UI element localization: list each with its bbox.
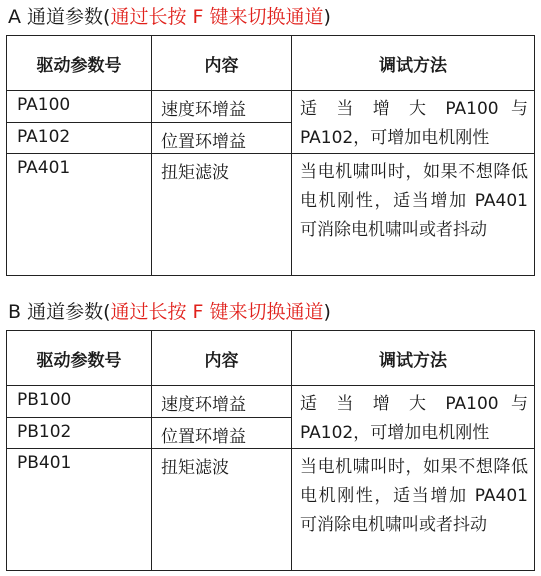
param-code: PB401 [7,449,152,571]
method-gain: 适 当 增 大 PA100 与 PA102，可增加电机刚性 [292,91,535,154]
channel-b-heading-note: 通过长按 F 键来切换通道 [110,301,324,323]
param-content: 位置环增益 [152,122,292,154]
param-content: 位置环增益 [152,417,292,449]
param-content: 扭矩滤波 [152,154,292,276]
table-row [7,449,535,571]
channel-a-heading [8,4,331,30]
channel-b-table [6,330,535,571]
method-filter: 当电机啸叫时，如果不想降低电机刚性，适当增加 PA401 可消除电机啸叫或者抖动 [292,154,535,276]
table-header-row [7,331,535,386]
table-header-row [7,36,535,91]
column-header-content: 内容 [152,36,292,91]
column-header-method: 调试方法 [292,331,535,386]
channel-a-heading-note: 通过长按 F 键来切换通道 [110,6,324,28]
column-header-method: 调试方法 [292,36,535,91]
param-code: PA401 [7,154,152,276]
method-filter: 当电机啸叫时，如果不想降低电机刚性，适当增加 PA401 可消除电机啸叫或者抖动 [292,449,535,571]
table-row [7,154,535,276]
column-header-param: 驱动参数号 [7,36,152,91]
channel-a-table [6,35,535,276]
channel-b-heading-suffix: ) [323,301,331,323]
param-content: 速度环增益 [152,386,292,418]
column-header-content: 内容 [152,331,292,386]
param-code: PA102 [7,122,152,154]
table-row [7,386,535,418]
channel-b-heading [8,299,331,325]
channel-a-heading-suffix: ) [323,6,331,28]
channel-b-heading-prefix: B 通道参数( [8,301,111,323]
param-code: PA100 [7,91,152,123]
param-code: PB102 [7,417,152,449]
table-row [7,91,535,123]
param-content: 扭矩滤波 [152,449,292,571]
channel-a-heading-prefix: A 通道参数( [8,6,111,28]
param-content: 速度环增益 [152,91,292,123]
column-header-param: 驱动参数号 [7,331,152,386]
method-gain: 适 当 增 大 PA100 与 PA102，可增加电机刚性 [292,386,535,449]
param-code: PB100 [7,386,152,418]
